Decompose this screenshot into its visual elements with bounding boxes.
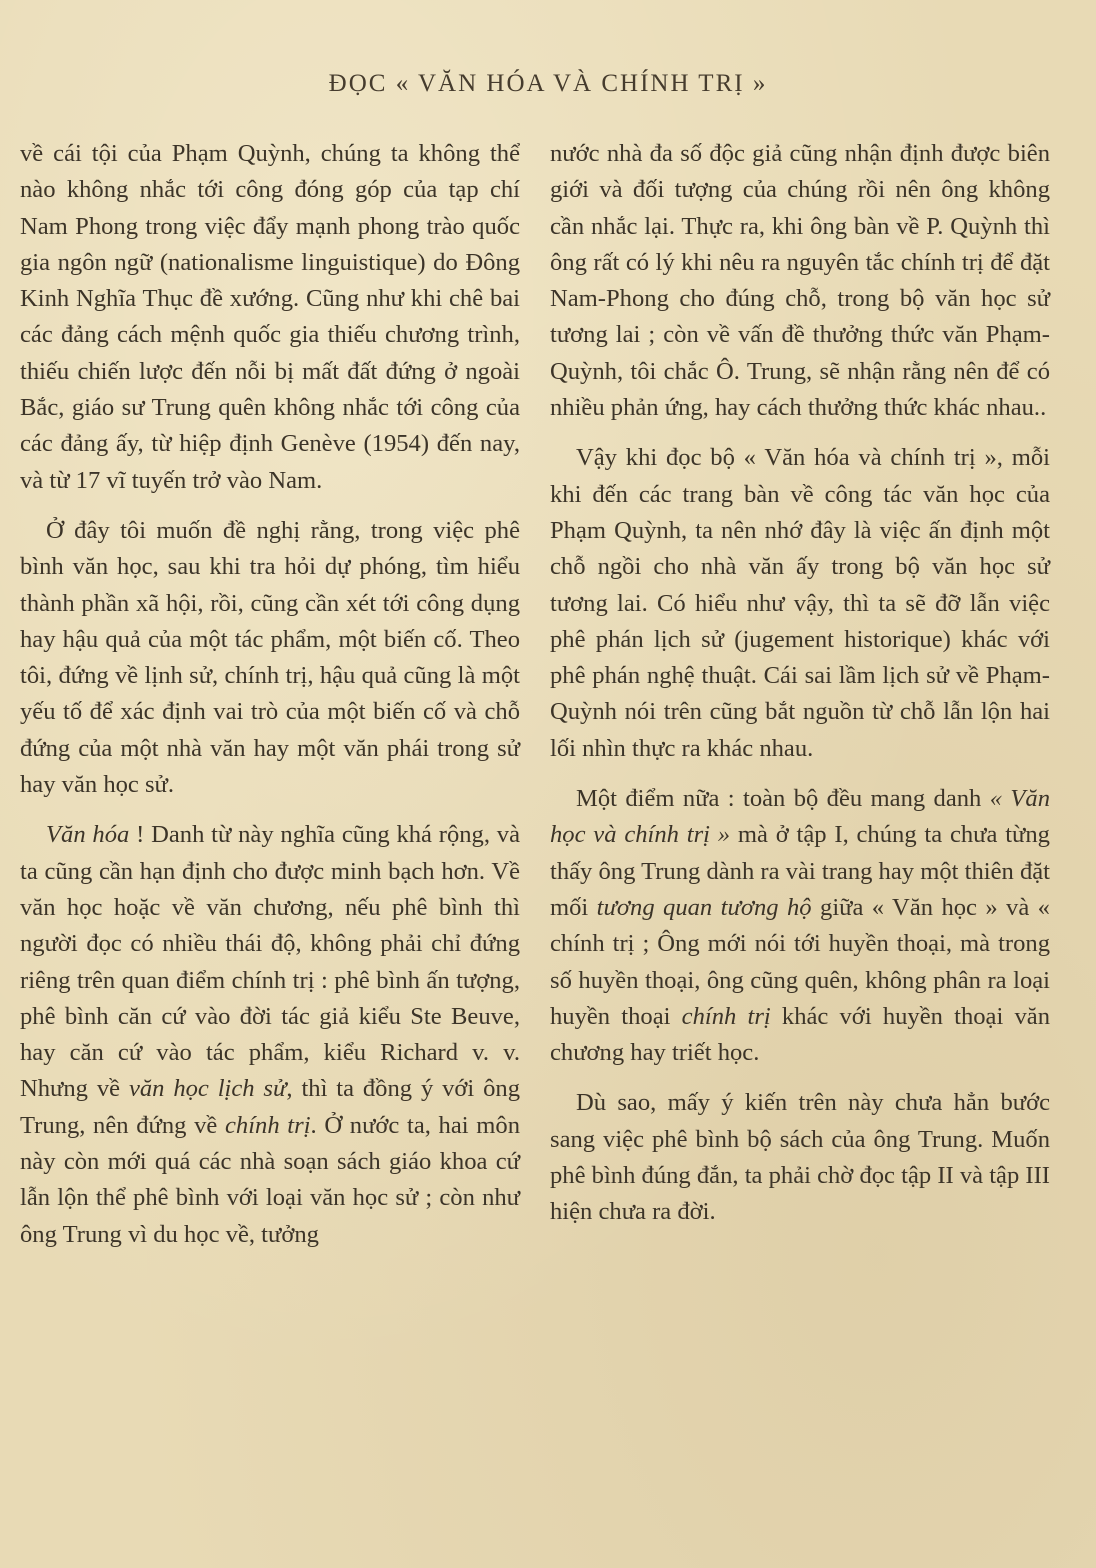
left-paragraph-1: về cái tội của Phạm Quỳnh, chúng ta không thể nào không nhắc tới công đóng góp của tạp chí Nam Phong trong việc đẩy mạnh phong trào quốc gia ngôn ngữ (nationalisme linguistique) do Đông Kinh Nghĩa Thục đề xướng. Cũng như khi chê bai các đảng cách mệnh quốc gia thiếu chương trình, thiếu chiến lược đến nỗi bị mất đất đứng ở ngoài Bắc, giáo sư Trung quên không nhắc tới công của các đảng ấy, từ hiệp định Genève (1954) đến nay, và từ 17 vĩ tuyến trở vào Nam.	[20, 140, 520, 494]
italic-term: Văn hóa	[46, 821, 130, 849]
left-paragraph-2: Ở đây tôi muốn đề nghị rằng, trong việc phê bình văn học, sau khi tra hỏi dự phóng, tìm hiểu thành phần xã hội, rồi, cũng cần xét tới công dụng hay hậu quả của một tác phẩm, một biến cố. Theo tôi, đứng về lịnh sử, chính trị, hậu quả cũng là một yếu tố để xác định vai trò của một biến cố và chỗ đứng của một nhà văn hay một văn phái trong sử hay văn học sử.	[20, 516, 520, 799]
left-paragraph-3	[20, 817, 520, 1253]
italic-term: chính trị	[225, 1111, 311, 1139]
text-run: khác với huyền thoại văn chương hay triết học.	[550, 1002, 1050, 1067]
text-run: giữa « Văn học » và « chính trị ; Ông mới nói tới huyền thoại, mà trong số huyền thoại, ông cũng quên, không phân ra loại huyền thoại	[550, 893, 1050, 1030]
text-run: Một điểm nữa : toàn bộ đều mang danh	[576, 785, 990, 813]
right-paragraph-3	[550, 781, 1050, 1071]
italic-term: chính trị	[681, 1002, 771, 1030]
italic-term: văn học lịch sử	[128, 1075, 287, 1103]
text-run: . Ở nước ta, hai môn này còn mới quá các nhà soạn sách giáo khoa cứ lẫn lộn thể phê bình với loại văn học sử ; còn như ông Trung vì du học về, tưởng	[20, 1111, 520, 1248]
text-run: ! Danh từ này nghĩa cũng khá rộng, và ta cũng cần hạn định cho được minh bạch hơn. Về văn học hoặc về văn chương, nếu phê bình thì người đọc có nhiều thái độ, không phải chỉ đứng riêng trên quan điểm chính trị : phê bình ấn tượng, phê bình căn cứ vào đời tác giả kiểu Ste Beuve, hay căn cứ vào tác phẩm, kiểu Richard v. v. Nhưng về	[20, 821, 521, 1103]
italic-term: tương quan tương hộ	[596, 893, 812, 921]
right-column	[550, 136, 1050, 1231]
italic-term: « Văn học và chính trị »	[550, 785, 1050, 849]
right-paragraph-1: nước nhà đa số độc giả cũng nhận định được biên giới và đối tượng của chúng rồi nên ông không cần nhắc lại. Thực ra, khi ông bàn về P. Quỳnh thì ông rất có lý khi nêu ra nguyên tắc chính trị để đặt Nam-Phong cho đúng chỗ, trong bộ văn học sử tương lai ; còn về vấn đề thưởng thức văn Phạm-Quỳnh, tôi chắc Ô. Trung, sẽ nhận rằng nên để có nhiều phản ứng, hay cách thưởng thức khác nhau..	[550, 140, 1050, 422]
right-paragraph-4: Dù sao, mấy ý kiến trên này chưa hẳn bước sang việc phê bình bộ sách của ông Trung. Muốn phê bình đúng đắn, ta phải chờ đọc tập II và tập III hiện chưa ra đời.	[550, 1089, 1050, 1226]
text-run: , thì ta đồng ý với ông Trung, nên đứng về	[20, 1075, 520, 1139]
running-title: ĐỌC « VĂN HÓA VÀ CHÍNH TRỊ »	[328, 70, 768, 97]
left-column	[20, 136, 520, 1253]
text-run: mà ở tập I, chúng ta chưa từng thấy ông Trung dành ra vài trang hay một thiên đặt mối	[550, 821, 1050, 921]
right-paragraph-2: Vậy khi đọc bộ « Văn hóa và chính trị », mỗi khi đến các trang bàn về công tác văn học của Phạm Quỳnh, ta nên nhớ đây là việc ấn định một chỗ ngồi cho nhà văn ấy trong bộ văn học sử tương lai. Có hiểu như vậy, thì ta sẽ đỡ lẫn việc phê phán lịch sử (jugement historique) khác với phê phán nghệ thuật. Cái sai lầm lịch sử về Phạm-Quỳnh nói trên cũng bắt nguồn từ chỗ lẫn lộn hai lối nhìn thực ra khác nhau.	[550, 444, 1050, 762]
